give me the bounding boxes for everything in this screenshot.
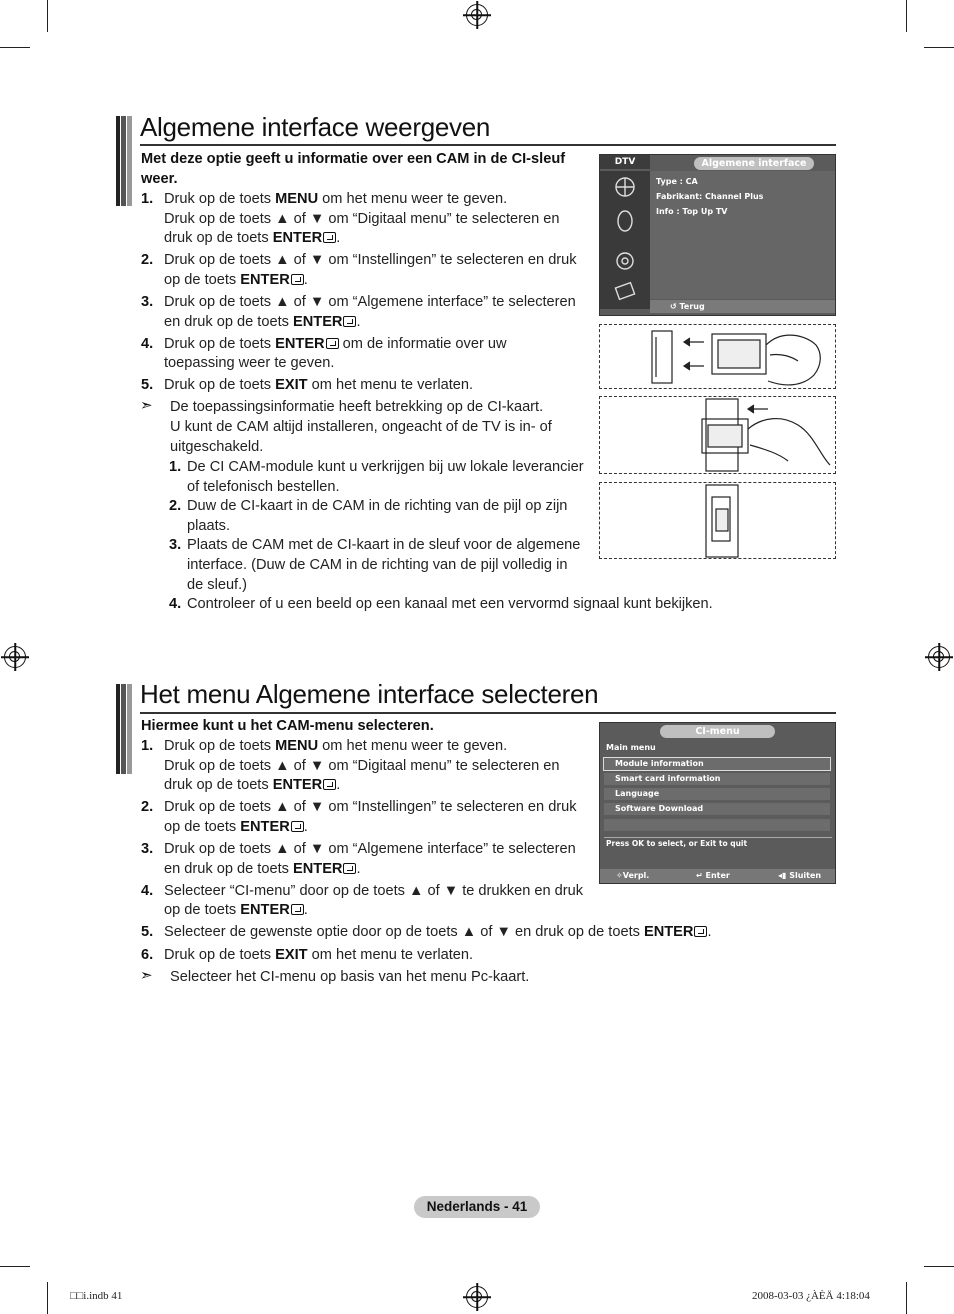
note-text: Selecteer het CI-menu op basis van het menu Pc-kaart. (170, 969, 530, 985)
step-text: en druk op de toets ENTER . (164, 313, 361, 330)
crop-mark (906, 1282, 907, 1314)
section-rule (140, 712, 836, 714)
step-text: Druk op de toets ▲ of ▼ om “Digitaal menu” te selecteren en (164, 757, 560, 774)
step-text: Druk op de toets ▲ of ▼ om “Algemene interface” te selecteren (164, 294, 576, 310)
step-number: 1. (141, 738, 154, 754)
step-text: Duw de CI-kaart in de CAM in de richting van de pijl op zijn (187, 498, 568, 515)
section-intro: Hiermee kunt u het CAM-menu selecteren. (141, 718, 434, 734)
step-text: op de toets ENTER . (164, 818, 308, 835)
step-text: Druk op de toets ▲ of ▼ om “Algemene interface” te selecteren (164, 841, 576, 857)
step-number: 6. (141, 946, 154, 963)
section-rule (140, 144, 836, 146)
crop-mark (47, 0, 48, 32)
step-text: Druk op de toets MENU om het menu weer te geven. (164, 738, 508, 754)
enter-icon (291, 821, 304, 832)
page-number-label: Nederlands - 41 (414, 1196, 540, 1218)
section-bar (116, 684, 132, 774)
illustration-cam-insert-slot (599, 396, 836, 474)
step-text: op de toets ENTER . (164, 902, 308, 919)
osd-menu-item (604, 758, 830, 770)
step-number: 3. (141, 841, 154, 857)
crop-mark (906, 0, 907, 32)
osd-menu-item-label: Module information (615, 759, 704, 768)
step-text: toepassing weer te geven. (164, 355, 335, 372)
registration-mark-icon (466, 1286, 488, 1308)
osd-menu-item-label: Software Download (615, 804, 704, 813)
step-number: 5. (141, 377, 154, 394)
step-number: 4. (141, 335, 154, 352)
step-text: de sleuf.) (187, 576, 248, 593)
section-title: Algemene interface weergeven (140, 112, 491, 142)
step-text: De CI CAM-module kunt u verkrijgen bij uw lokale leverancier (187, 459, 584, 475)
osd-menu-item (604, 803, 830, 815)
step-text: Druk op de toets ENTER om de informatie over uw (164, 335, 507, 352)
registration-mark-icon (4, 646, 26, 668)
step-text: Druk op de toets ▲ of ▼ om “Digitaal menu” te selecteren en (164, 210, 560, 227)
crop-mark (0, 1266, 30, 1267)
step-text: Druk op de toets ▲ of ▼ om “Instellingen” te selecteren en druk (164, 799, 577, 816)
osd-menu-item-label: Language (615, 789, 660, 798)
step-number: 2. (141, 799, 154, 816)
osd-menu-item-label: Smart card information (615, 774, 721, 783)
step-text: druk op de toets ENTER . (164, 230, 341, 247)
step-number: 1. (141, 191, 154, 207)
osd-divider (604, 837, 832, 838)
illustration-cam-insert-card (599, 324, 836, 389)
step-text: Controleer of u een beeld op een kanaal met een vervormd signaal kunt bekijken. (187, 596, 713, 613)
registration-mark-icon (466, 4, 488, 26)
section-intro: Met deze optie geeft u informatie over een CAM in de CI-sleuf weer. (141, 151, 566, 187)
osd-content (650, 171, 835, 299)
osd-move: ✧Verpl. (616, 871, 650, 880)
osd-info-type: Type : CA (656, 177, 698, 186)
step-text: of telefonisch bestellen. (187, 478, 340, 495)
osd-info-app: Info : Top Up TV (656, 207, 728, 216)
step-number: 3. (141, 294, 154, 310)
tv-osd-general-interface (599, 154, 836, 316)
osd-info-maker: Fabrikant: Channel Plus (656, 192, 764, 201)
enter-icon (323, 779, 336, 790)
enter-icon (291, 904, 304, 915)
step-number: 1. (169, 459, 182, 475)
crop-mark (924, 1266, 954, 1267)
crop-mark (0, 47, 30, 48)
note-line: uitgeschakeld. (170, 438, 264, 455)
step-text: plaats. (187, 517, 230, 534)
osd-back-label: ↺ Terug (670, 302, 705, 311)
osd-prompt: Press OK to select, or Exit to quit (606, 839, 748, 848)
osd-enter: ↵ Enter (696, 871, 730, 880)
section-title: Het menu Algemene interface selecteren (140, 679, 599, 709)
step-number: 2. (141, 252, 154, 269)
enter-icon (343, 316, 356, 327)
section-bar (116, 116, 132, 206)
step-number: 4. (141, 882, 154, 899)
step-text: Druk op de toets MENU om het menu weer te geven. (164, 191, 508, 207)
crop-mark (47, 1282, 48, 1314)
note-arrow-icon: ➣ (140, 396, 153, 414)
enter-icon (291, 274, 304, 285)
enter-label: Enter (705, 871, 730, 880)
slug-date: 2008-03-03 ¿ÀÈÄ 4:18:04 (752, 1290, 870, 1302)
illustration-cam-inserted (599, 482, 836, 559)
tv-osd-ci-menu (599, 722, 836, 884)
crop-mark (924, 47, 954, 48)
step-text: druk op de toets ENTER . (164, 777, 341, 794)
step-text: Selecteer “CI-menu” door op de toets ▲ of ▼ te drukken en druk (164, 882, 584, 899)
osd-header: Algemene interface (694, 157, 814, 170)
note-line: U kunt de CAM altijd installeren, ongeacht of de TV is in- of (170, 418, 552, 435)
note-line: De toepassingsinformatie heeft betrekking op de CI-kaart. (170, 399, 544, 415)
step-number: 5. (141, 924, 154, 941)
osd-header: CI-menu (660, 725, 775, 738)
enter-icon (323, 232, 336, 243)
step-text: Druk op de toets ▲ of ▼ om “Instellingen” te selecteren en druk (164, 252, 577, 269)
step-text: op de toets ENTER . (164, 271, 308, 288)
enter-icon (694, 926, 707, 937)
step-number: 3. (169, 537, 182, 554)
note-arrow-icon: ➣ (140, 966, 153, 984)
close-label: Sluiten (789, 871, 822, 880)
step-text: en druk op de toets ENTER . (164, 860, 361, 877)
enter-icon (326, 338, 339, 349)
dtv-tag: DTV (600, 155, 650, 169)
step-number: 2. (169, 498, 182, 515)
osd-sidebar (600, 171, 650, 309)
enter-icon (343, 863, 356, 874)
registration-mark-icon (928, 646, 950, 668)
osd-menu-item (604, 773, 830, 785)
back-label: Terug (679, 302, 705, 311)
step-text: Selecteer de gewenste optie door op de toets ▲ of ▼ en druk op de toets ENTER . (164, 924, 712, 941)
step-text: Druk op de toets EXIT om het menu te verlaten. (164, 377, 474, 394)
osd-close: ◂▮ Sluiten (778, 871, 822, 880)
slug-file: □□i.indb 41 (70, 1290, 123, 1302)
osd-main-menu: Main menu (606, 743, 656, 752)
osd-menu-item (604, 788, 830, 800)
step-number: 4. (169, 596, 182, 613)
step-text: Druk op de toets EXIT om het menu te verlaten. (164, 946, 474, 963)
move-label: Verpl. (622, 871, 650, 880)
osd-empty-row (604, 819, 830, 831)
step-text: interface. (Duw de CAM in de richting van de pijl volledig in (187, 557, 568, 573)
step-text: Plaats de CAM met de CI-kaart in de sleuf voor de algemene (187, 537, 581, 554)
